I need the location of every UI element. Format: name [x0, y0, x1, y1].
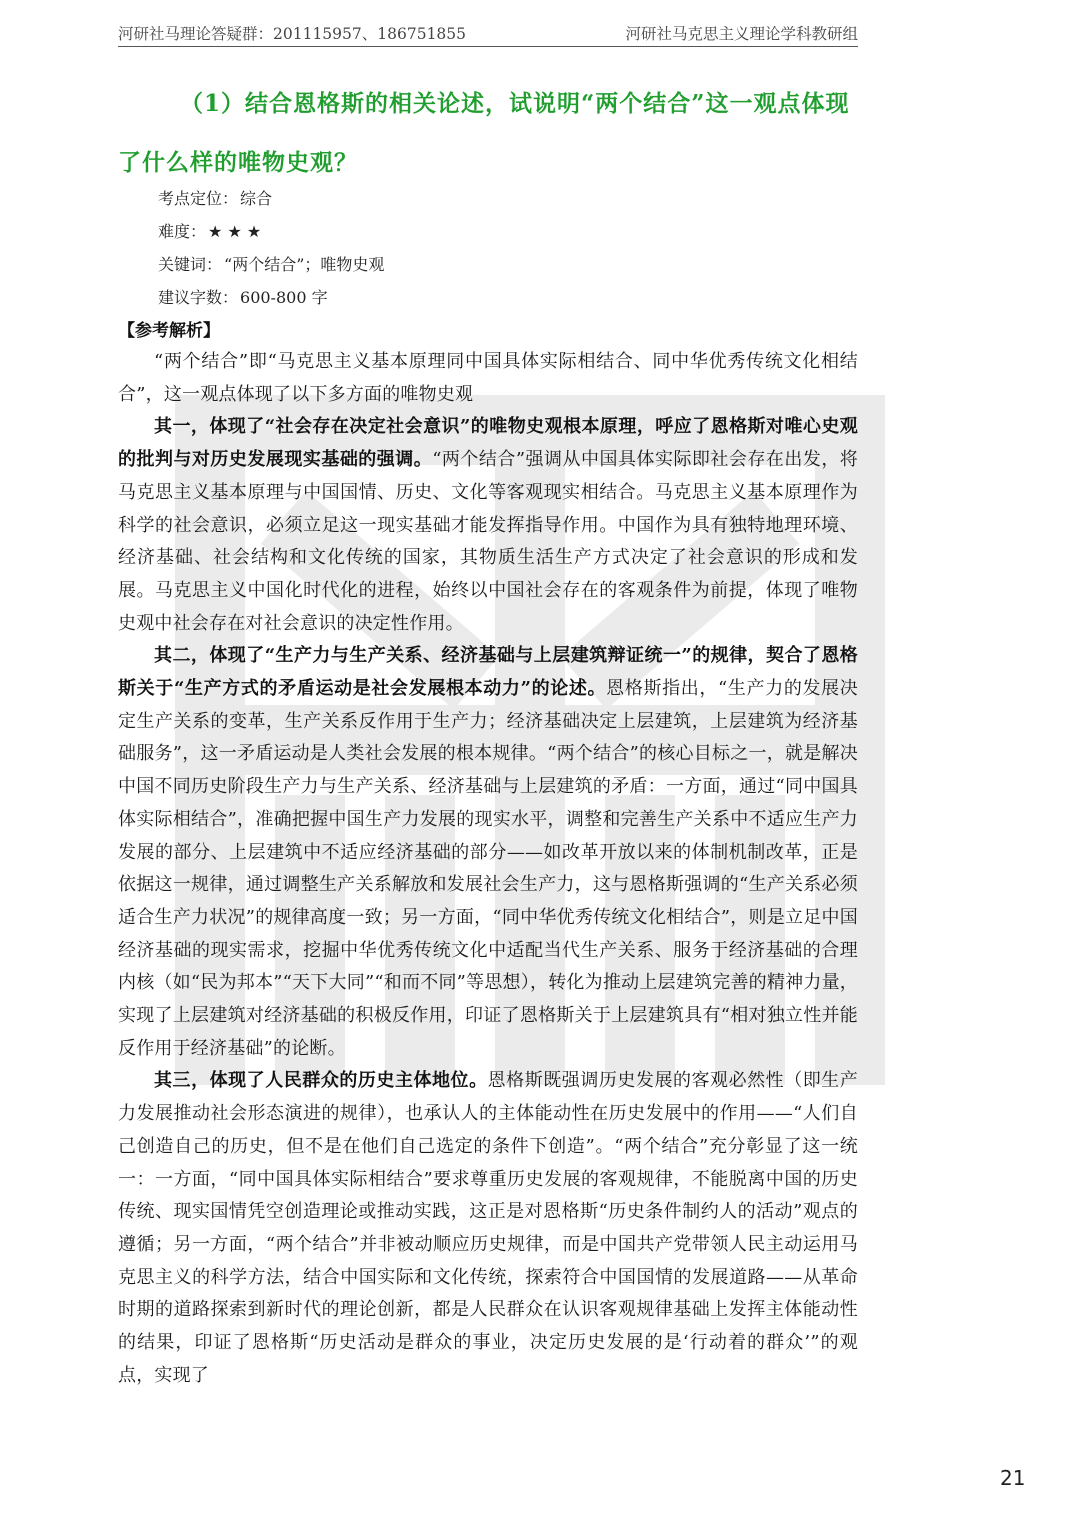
meta-keywords-label: 关键词： [158, 255, 223, 274]
meta-difficulty [158, 220, 858, 244]
meta-keywords [158, 253, 858, 277]
point-two-text: 恩格斯指出，“生产力的发展决定生产关系的变革，生产关系反作用于生产力；经济基础决定上层建筑，上层建筑为经济基础服务”，这一矛盾运动是人类社会发展的根本规律。“两个结合”的核心目标之一，就是解决中国不同历史阶段生产力与生产关系、经济基础与上层建筑的矛盾：一方面，通过“同中国具体实际相结合”，准确把握中国生产力发展的现实水平，调整和完善生产关系中不适应生产力发展的部分、上层建筑中不适应经济基础的部分——如改革开放以来的体制机制改革，正是依据这一规律，通过调整生产关系解放和发展社会生产力，这与恩格斯强调的“生产关系必须适合生产力状况”的规律高度一致；另一方面，“同中华优秀传统文化相结合”，则是立足中国经济基础的现实需求，挖掘中华优秀传统文化中适配当代生产关系、服务于经济基础的合理内核（如“民为邦本”“天下大同”“和而不同”等思想），转化为推动上层建筑完善的精神力量，实现了上层建筑对经济基础的积极反作用，印证了恩格斯关于上层建筑具有“相对独立性并能反作用于经济基础”的论断。 [118, 678, 858, 1059]
paragraph-intro: “两个结合”即“马克思主义基本原理同中国具体实际相结合、同中华优秀传统文化相结合”，这一观点体现了以下多方面的唯物史观 [118, 351, 858, 405]
page-number: 21 [1000, 1466, 1026, 1490]
meta-position-value: 综合 [240, 189, 273, 208]
difficulty-stars: ★ ★ ★ [208, 222, 262, 241]
meta-position [158, 187, 858, 211]
page-header [118, 18, 858, 47]
reference-heading: 【参考解析】 [118, 321, 220, 341]
meta-wordcount-value: 600-800 字 [240, 288, 328, 307]
paragraph-point-three [118, 1065, 858, 1392]
header-organization: 河研社马克思主义理论学科教研组 [625, 25, 858, 43]
point-three-heading: 其三，体现了人民群众的历史主体地位。 [154, 1070, 488, 1092]
paragraph-point-two [118, 640, 858, 1065]
header-qq-group: 河研社马理论答疑群：201115957、186751855 [118, 25, 467, 43]
point-three-text: 恩格斯既强调历史发展的客观必然性（即生产力发展推动社会形态演进的规律），也承认人的主体能动性在历史发展中的作用——“人们自己创造自己的历史，但不是在他们自己选定的条件下创造”。“两个结合”充分彰显了这一统一：一方面，“同中国具体实际相结合”要求尊重历史发展的客观规律，不能脱离中国的历史传统、现实国情凭空创造理论或推动实践，这正是对恩格斯“历史条件制约人的活动”观点的遵循；另一方面，“两个结合”并非被动顺应历史规律，而是中国共产党带领人民主动运用马克思主义的科学方法，结合中国实际和文化传统，探索符合中国国情的发展道路——从革命时期的道路探索到新时代的理论创新，都是人民群众在认识客观规律基础上发挥主体能动性的结果，印证了恩格斯“历史活动是群众的事业，决定历史发展的是‘行动着的群众’”的观点，实现了 [118, 1070, 859, 1386]
point-two-heading: 其二，体现了“生产力与生产关系、经济基础与上层建筑辩证统一”的规律，契合了恩格斯关于“生产方式的矛盾运动是社会发展根本动力”的论述。 [118, 645, 858, 700]
meta-wordcount-label: 建议字数： [158, 288, 239, 307]
question-title: （1）结合恩格斯的相关论述，试说明“两个结合”这一观点体现了什么样的唯物史观？ [118, 90, 850, 176]
point-one-heading: 其一，体现了“社会存在决定社会意识”的唯物史观根本原理，呼应了恩格斯对唯心史观的批判与对历史发展现实基础的强调。 [118, 416, 858, 471]
paragraph-point-one [118, 411, 858, 640]
analysis-body [118, 346, 858, 1393]
meta-wordcount [158, 286, 858, 310]
point-one-text: “两个结合”强调从中国具体实际即社会存在出发，将马克思主义基本原理与中国国情、历史、文化等客观现实相结合。马克思主义基本原理作为科学的社会意识，必须立足这一现实基础才能发挥指导作用。中国作为具有独特地理环境、经济基础、社会结构和文化传统的国家，其物质生活生产方式决定了社会意识的形成和发展。马克思主义中国化时代化的进程，始终以中国社会存在的客观条件为前提，体现了唯物史观中社会存在对社会意识的决定性作用。 [118, 449, 859, 634]
meta-position-label: 考点定位： [158, 189, 239, 208]
meta-keywords-value: “两个结合”；唯物史观 [224, 255, 385, 274]
meta-difficulty-label: 难度： [158, 222, 207, 241]
